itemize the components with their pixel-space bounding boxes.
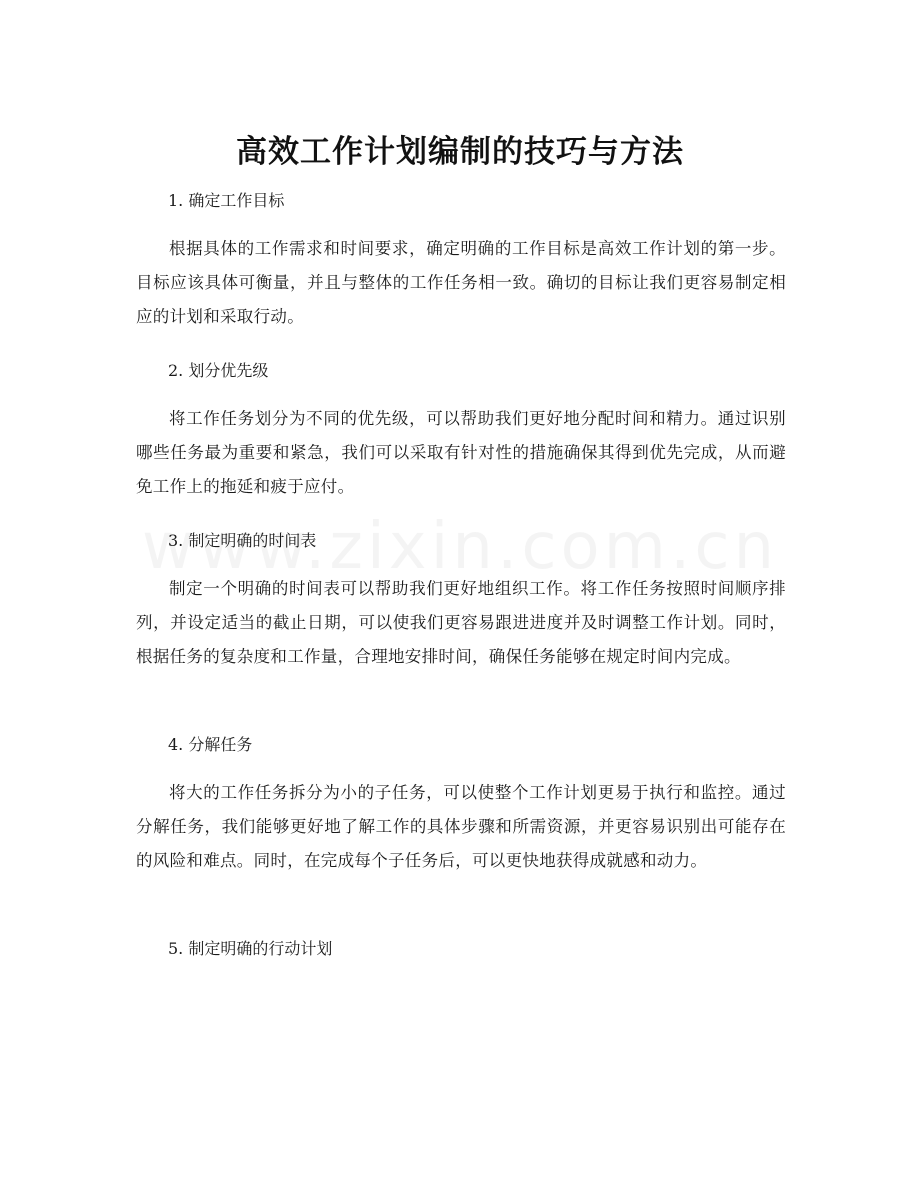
section-paragraph-1: 根据具体的工作需求和时间要求，确定明确的工作目标是高效工作计划的第一步。目标应该具体可衡量，并且与整体的工作任务相一致。确切的目标让我们更容易制定相应的计划和采取行动。 [136,239,786,326]
section-heading-1: 1. 确定工作目标 [168,191,285,210]
section-heading-5: 5. 制定明确的行动计划 [168,939,333,958]
page-title: 高效工作计划编制的技巧与方法 [236,133,684,170]
section-heading-3: 3. 制定明确的时间表 [168,531,317,550]
section-paragraph-2: 将工作任务划分为不同的优先级，可以帮助我们更好地分配时间和精力。通过识别哪些任务最为重要和紧急，我们可以采取有针对性的措施确保其得到优先完成，从而避免工作上的拖延和疲于应付。 [136,409,786,496]
section-paragraph-4: 将大的工作任务拆分为小的子任务，可以使整个工作计划更易于执行和监控。通过分解任务，我们能够更好地了解工作的具体步骤和所需资源，并更容易识别出可能存在的风险和难点。同时，在完成每个子任务后，可以更快地获得成就感和动力。 [136,783,786,870]
section-heading-2: 2. 划分优先级 [168,361,269,380]
section-paragraph-3: 制定一个明确的时间表可以帮助我们更好地组织工作。将工作任务按照时间顺序排列，并设定适当的截止日期，可以使我们更容易跟进进度并及时调整工作计划。同时，根据任务的复杂度和工作量，合理地安排时间，确保任务能够在规定时间内完成。 [136,579,786,666]
section-heading-4: 4. 分解任务 [168,735,253,754]
